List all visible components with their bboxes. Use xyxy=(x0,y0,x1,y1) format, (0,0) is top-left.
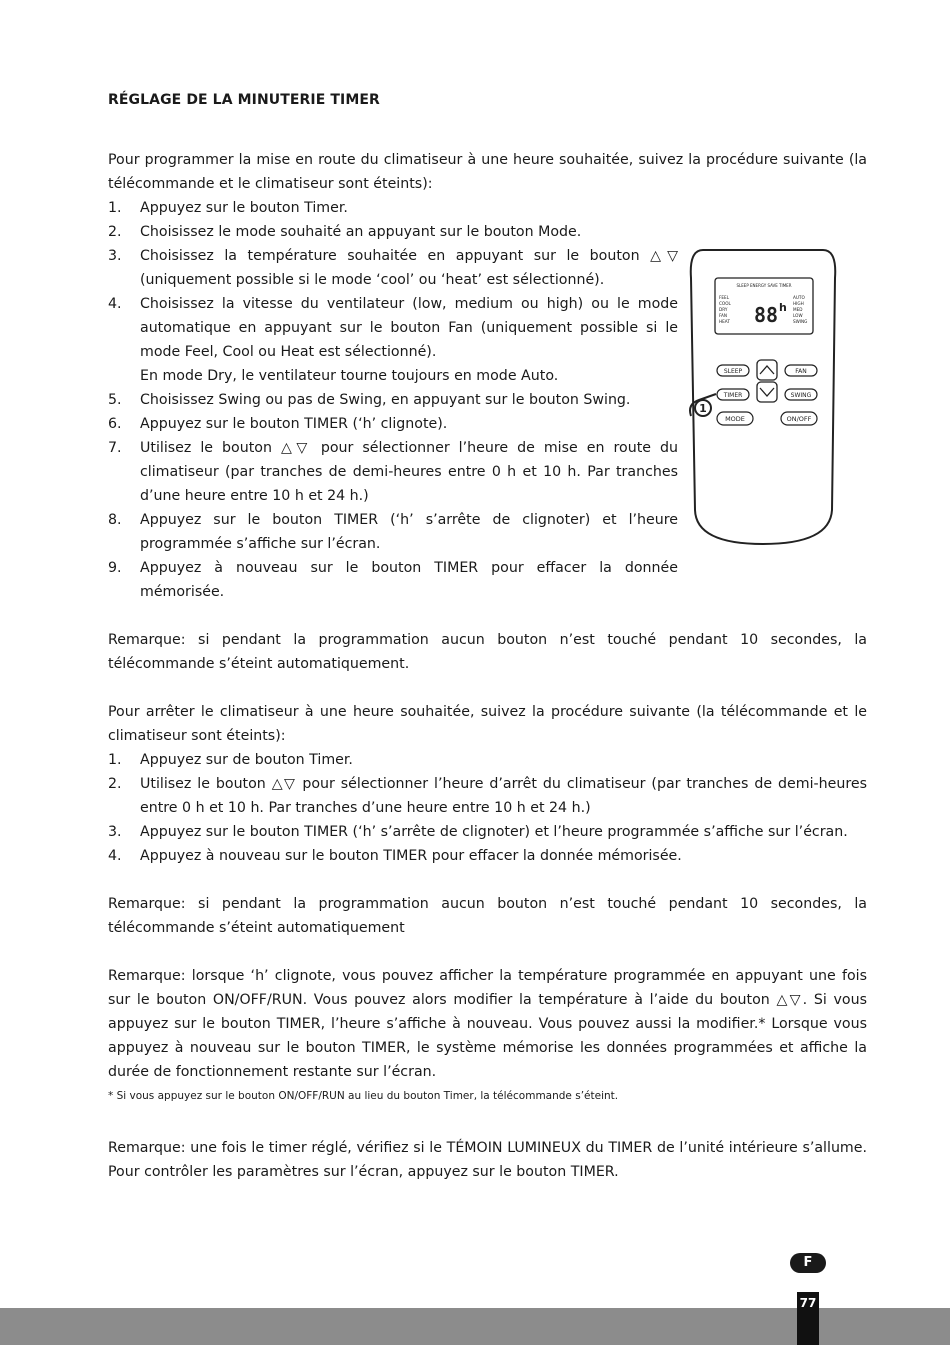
remark-1: Remarque: si pendant la programmation aucun bouton n’est touché pendant 10 secondes, la télécommande s’éteint automatiquement. xyxy=(108,632,867,672)
list-item: 2. Utilisez le bouton △▽ pour sélectionner l’heure d’arrêt du climatiseur (par tranches de demi-heures entre 0 h et 10 h. Par tranches d’une heure entre 10 h et 24 h.) xyxy=(108,776,867,816)
down-button xyxy=(757,382,777,402)
list-item: 1. Appuyez sur de bouton Timer. xyxy=(108,752,353,768)
list-item: 1. Appuyez sur le bouton Timer. xyxy=(108,200,348,216)
remark-2: Remarque: si pendant la programmation aucun bouton n’est touché pendant 10 secondes, la télécommande s’éteint automatiquement xyxy=(108,896,867,936)
up-button xyxy=(757,360,777,380)
fan-speed-label: SWING xyxy=(793,319,808,324)
list-item: 6. Appuyez sur le bouton TIMER (‘h’ clignote). xyxy=(108,416,448,432)
display-header: SLEEP ENERGY SAVE TIMER xyxy=(736,283,792,288)
intro-timer-off: Pour arrêter le climatiseur à une heure souhaitée, suivez la procédure suivante (la télécommande et le climatiseur sont éteints): xyxy=(108,704,867,744)
list-item: 8. Appuyez sur le bouton TIMER (‘h’ s’arrête de clignoter) et l’heure programmée s’affiche sur l’écran. xyxy=(108,512,678,552)
remark-4: Remarque: une fois le timer réglé, vérifiez si le TÉMOIN LUMINEUX du TIMER de l’unité intérieure s’allume. Pour contrôler les paramètres sur l’écran, appuyez sur le bouton TIMER. xyxy=(108,1140,867,1180)
list-item: 5. Choisissez Swing ou pas de Swing, en appuyant sur le bouton Swing. xyxy=(108,392,631,408)
timer-button-label: TIMER xyxy=(723,392,743,399)
remark-3: Remarque: lorsque ‘h’ clignote, vous pouvez afficher la température programmée en appuyant une fois sur le bouton ON/OFF/RUN. Vous pouvez alors modifier la température à l’aide du bouton △▽. Si vous appuyez sur le bouton TIMER, l’heure s’affiche à nouveau. Vous pouvez aussi la modifier.* Lorsque vous appuyez à nouveau sur le bouton TIMER, le système mémorise les données programmées et affiche la durée de fonctionnement restante sur l’écran. xyxy=(108,968,867,1080)
intro-timer-on: Pour programmer la mise en route du climatiseur à une heure souhaitée, suivez la procédure suivante (la télécommande et le climatiseur sont éteints): xyxy=(108,152,867,192)
list-item: 2. Choisissez le mode souhaité an appuyant sur le bouton Mode. xyxy=(108,224,582,240)
list-item: 4. Choisissez la vitesse du ventilateur (low, medium ou high) ou le mode automatique en appuyant sur le bouton Fan (uniquement possible si le mode Feel, Cool ou Heat est sélectionné). En mode Dry, le ventilateur tourne toujours en mode Auto. xyxy=(108,296,678,384)
onoff-button-label: ON/OFF xyxy=(786,415,812,423)
sleep-button-label: SLEEP xyxy=(723,368,743,375)
remote-control-illustration xyxy=(687,248,839,548)
fan-speed-label: MED xyxy=(793,307,803,312)
list-item: 9. Appuyez à nouveau sur le bouton TIMER pour effacer la donnée mémorisée. xyxy=(108,560,678,600)
display-digits: 88 xyxy=(754,303,779,327)
steps-timer-off xyxy=(108,748,867,868)
mode-label: HEAT xyxy=(719,319,730,324)
list-item: 3. Appuyez sur le bouton TIMER (‘h’ s’arrête de clignoter) et l’heure programmée s’affiche sur l’écran. xyxy=(108,824,848,840)
footnote: * Si vous appuyez sur le bouton ON/OFF/RUN au lieu du bouton Timer, la télécommande s’éteint. xyxy=(108,1090,619,1102)
display-hour-unit: h xyxy=(779,301,787,314)
fan-speed-label: LOW xyxy=(793,313,803,318)
fan-speed-label: HIGH xyxy=(793,301,804,306)
mode-label: DRY xyxy=(719,307,728,312)
mode-label: FEEL xyxy=(719,295,730,300)
mode-button-label: MODE xyxy=(725,415,745,423)
fan-button-label: FAN xyxy=(795,368,807,375)
mode-label: COOL xyxy=(719,301,731,306)
list-item: 4. Appuyez à nouveau sur le bouton TIMER pour effacer la donnée mémorisée. xyxy=(108,848,682,864)
callout-number: 1 xyxy=(699,402,707,415)
language-badge: F xyxy=(790,1253,826,1273)
page-number: 77 xyxy=(797,1292,819,1345)
fan-speed-label: AUTO xyxy=(793,295,805,300)
list-item: 3. Choisissez la température souhaitée en appuyant sur le bouton △▽ (uniquement possible si le mode ‘cool’ ou ‘heat’ est sélectionné). xyxy=(108,248,678,288)
list-item: 7. Utilisez le bouton △▽ pour sélectionner l’heure de mise en route du climatiseur (par tranches de demi-heures entre 0 h et 10 h. Par tranches d’une heure entre 10 h et 24 h.) xyxy=(108,440,678,504)
mode-label: FAN xyxy=(719,313,728,318)
page-title: RÉGLAGE DE LA MINUTERIE TIMER xyxy=(108,92,380,108)
swing-button-label: SWING xyxy=(790,392,812,399)
